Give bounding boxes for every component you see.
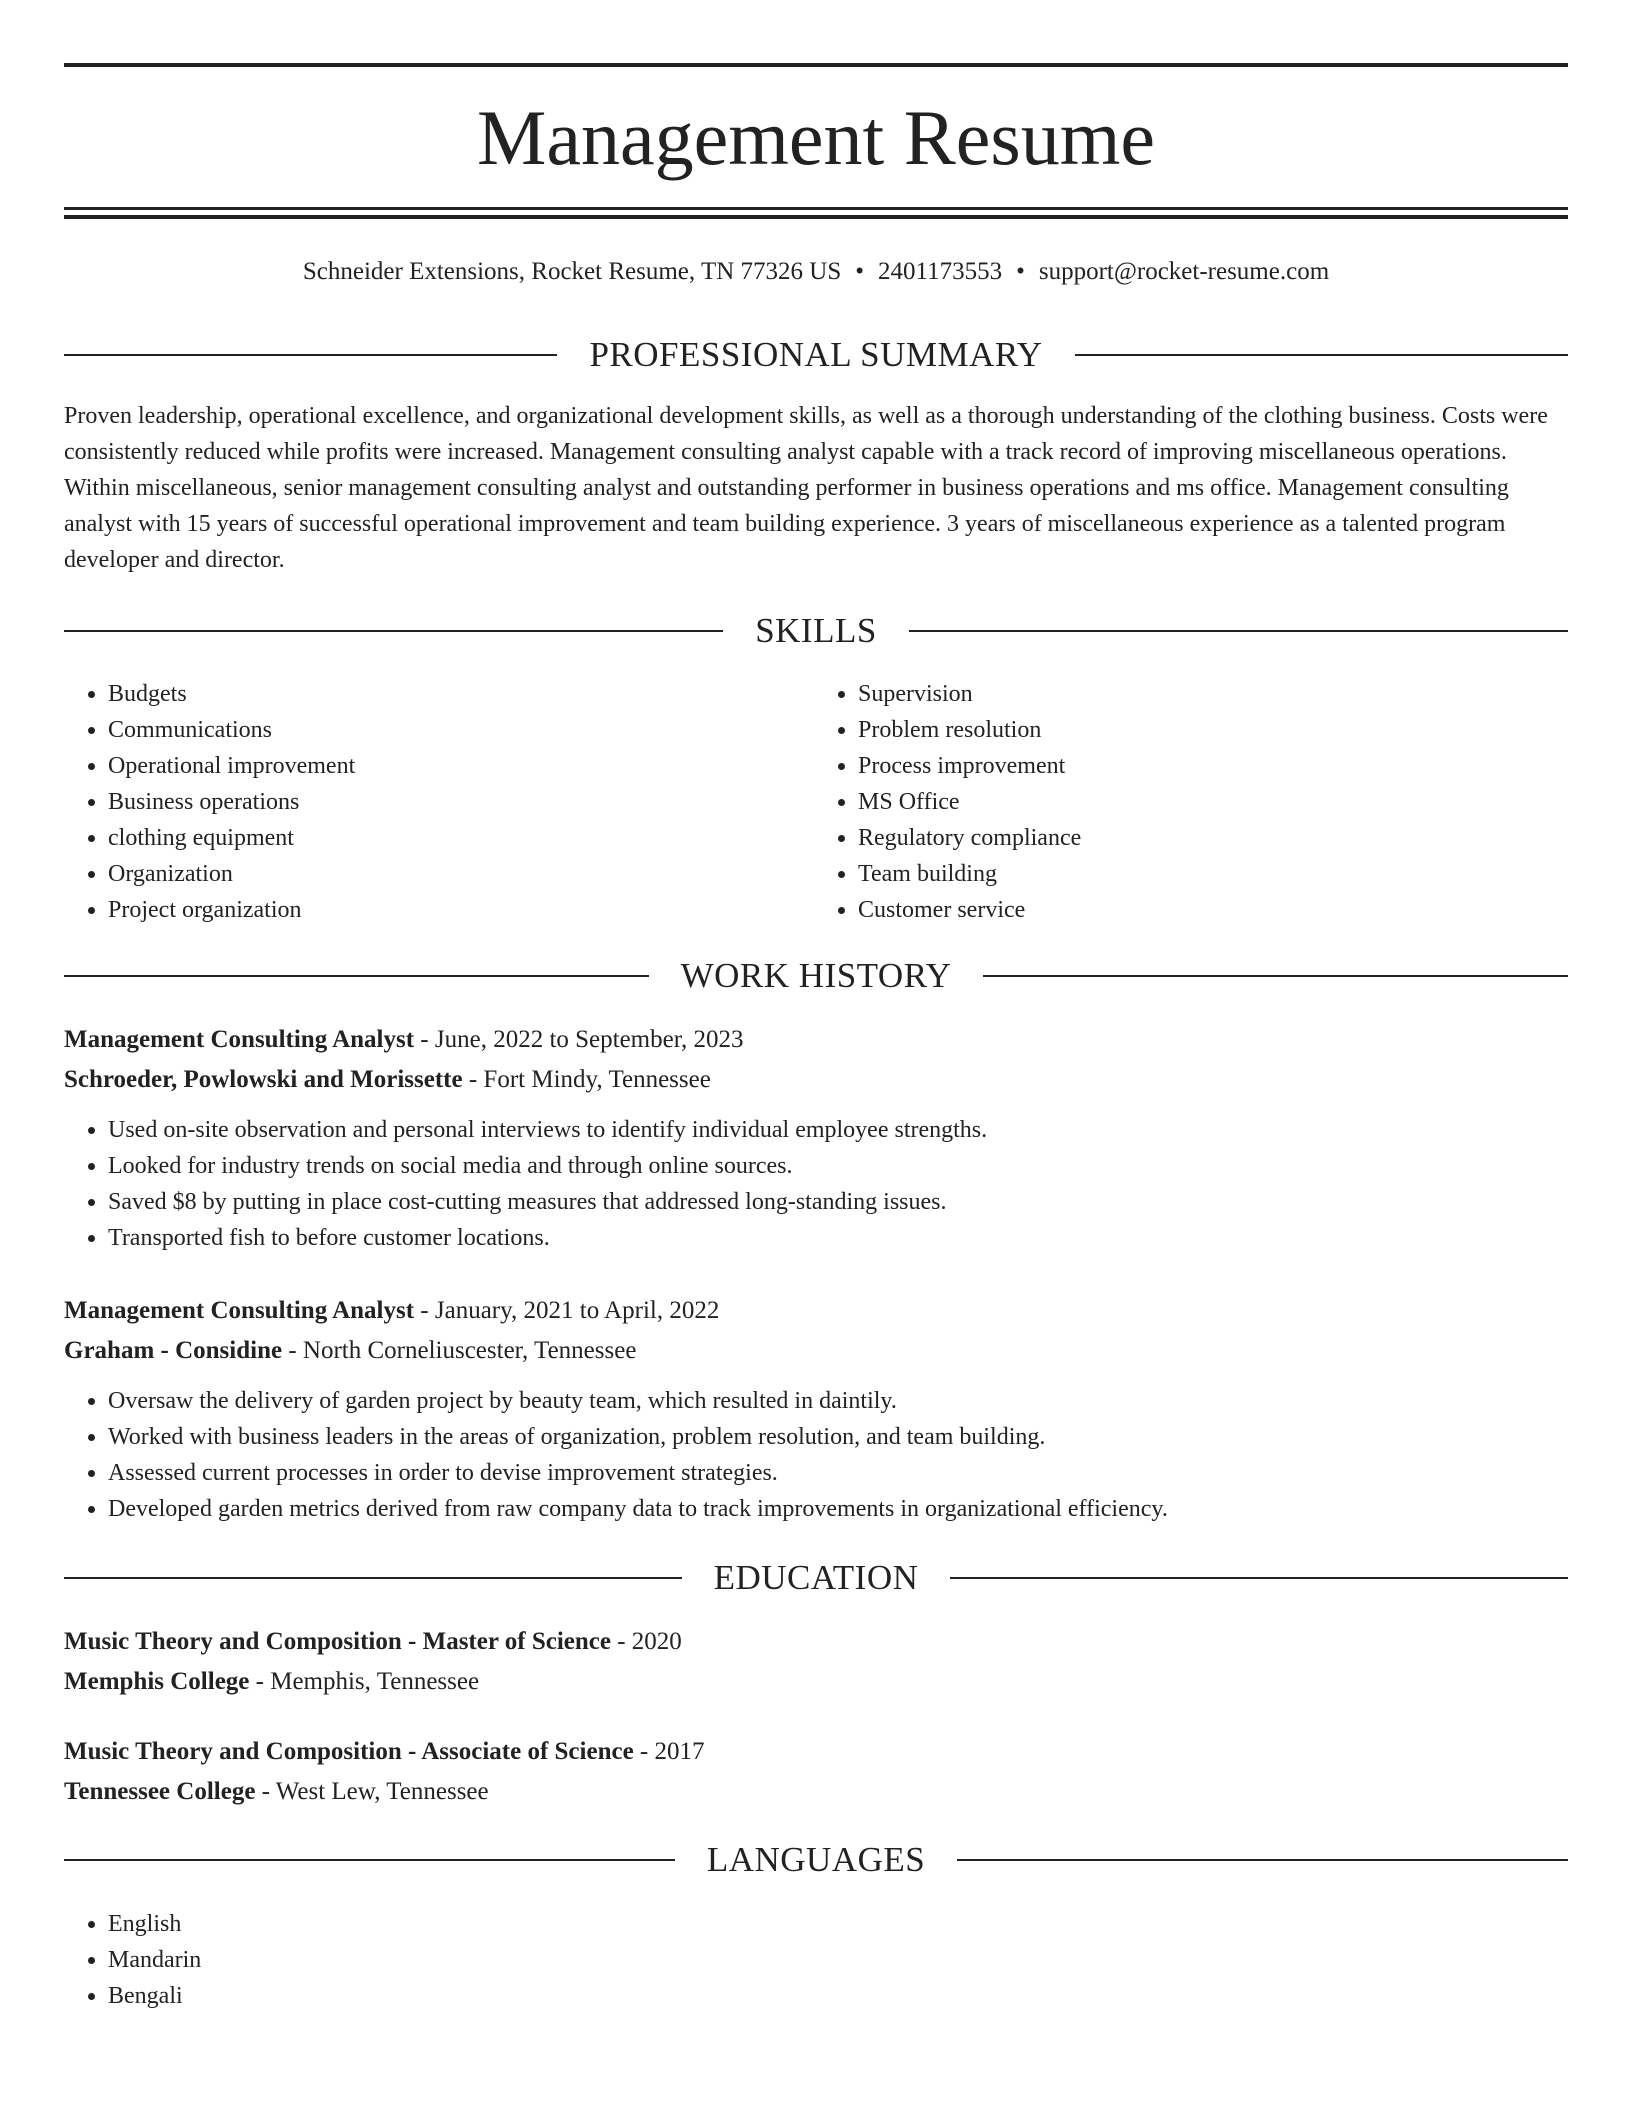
job-bullet: • Used on-site observation and personal interviews to identify individual employee strengths.: [108, 1112, 1568, 1148]
skill-item: • Business operations: [108, 784, 806, 820]
job-entry: [64, 1020, 1568, 1256]
education-school: Memphis College: [64, 1668, 250, 1695]
job-bullet: • Looked for industry trends on social media and through online sources.: [108, 1148, 1568, 1184]
heading-rule-left: [64, 354, 557, 356]
education-degree-line: [64, 1622, 1568, 1662]
job-bullet: • Saved $8 by putting in place cost-cutting measures that addressed long-standing issues.: [108, 1184, 1568, 1220]
contact-separator: •: [855, 258, 864, 285]
job-title: Management Consulting Analyst: [64, 1026, 415, 1053]
job-bullets: [64, 1112, 1568, 1256]
section-heading-languages: [64, 1838, 1568, 1882]
section-title: WORK HISTORY: [680, 956, 952, 995]
job-bullet: • Assessed current processes in order to devise improvement strategies.: [108, 1455, 1568, 1491]
job-bullet: • Worked with business leaders in the areas of organization, problem resolution, and team building.: [108, 1419, 1568, 1455]
title-rule-lower: [64, 215, 1568, 219]
skill-item: • clothing equipment: [108, 820, 806, 856]
skill-item: • Communications: [108, 712, 806, 748]
heading-rule-right: [1075, 354, 1568, 356]
job-entry: [64, 1291, 1568, 1527]
job-dates: - June, 2022 to September, 2023: [414, 1026, 744, 1053]
summary-text: Proven leadership, operational excellence, and organizational development skills, as well as a thorough understanding of the clothing business. Costs were consistently reduced while profits were increased. Management consulting analyst capable with a track record of improving miscellaneous operations. Within miscellaneous, senior management consulting analyst and outstanding performer in business operations and ms office. Management consulting analyst with 15 years of successful operational improvement and team building experience. 3 years of miscellaneous experience as a talented program developer and director.: [64, 403, 1548, 573]
education-entry: [64, 1622, 1568, 1702]
language-item: • Bengali: [108, 1978, 201, 2014]
section-heading-skills: [64, 609, 1568, 653]
education-degree: Music Theory and Composition - Master of Science: [64, 1628, 611, 1655]
job-title-line: [64, 1291, 1568, 1331]
language-item: • Mandarin: [108, 1942, 201, 1978]
contact-address: Schneider Extensions, Rocket Resume, TN 77326 US: [302, 258, 842, 285]
job-company-line: [64, 1331, 1568, 1371]
section-heading-education: [64, 1556, 1568, 1600]
skills-columns: [64, 676, 1568, 928]
skill-item: • Customer service: [858, 892, 1556, 928]
top-rule: [64, 63, 1568, 67]
heading-rule-right: [983, 975, 1568, 977]
heading-rule-right: [957, 1859, 1568, 1861]
job-title-line: [64, 1020, 1568, 1060]
education-degree-line: [64, 1732, 1568, 1772]
section-title: SKILLS: [755, 611, 877, 650]
contact-email: support@rocket-resume.com: [1038, 258, 1330, 285]
contact-separator: •: [1016, 258, 1025, 285]
skill-item: • Regulatory compliance: [858, 820, 1556, 856]
heading-rule-left: [64, 1577, 682, 1579]
skills-list-left: [64, 676, 806, 928]
heading-rule-right: [950, 1577, 1568, 1579]
job-title: Management Consulting Analyst: [64, 1297, 415, 1324]
skill-item: • Project organization: [108, 892, 806, 928]
education-year: - 2020: [610, 1628, 682, 1655]
job-bullets: [64, 1383, 1568, 1527]
skill-item: • Team building: [858, 856, 1556, 892]
skill-item: • MS Office: [858, 784, 1556, 820]
skills-list-right: [806, 676, 1556, 928]
contact-phone: 2401173553: [878, 258, 1003, 285]
skill-item: • Budgets: [108, 676, 806, 712]
education-location: - Memphis, Tennessee: [249, 1668, 480, 1695]
section-title: PROFESSIONAL SUMMARY: [589, 335, 1043, 374]
languages-list: [64, 1906, 201, 2014]
skill-item: • Supervision: [858, 676, 1556, 712]
skill-item: • Operational improvement: [108, 748, 806, 784]
heading-rule-left: [64, 1859, 675, 1861]
contact-line: [64, 254, 1568, 290]
heading-rule-left: [64, 975, 649, 977]
language-item: • English: [108, 1906, 201, 1942]
job-bullet: • Oversaw the delivery of garden project by beauty team, which resulted in daintily.: [108, 1383, 1568, 1419]
section-title: LANGUAGES: [706, 1840, 926, 1879]
job-location: - Fort Mindy, Tennessee: [462, 1066, 711, 1093]
section-heading-summary: [64, 333, 1568, 377]
page-title: Management Resume: [477, 94, 1155, 181]
heading-rule-left: [64, 630, 723, 632]
job-company: Graham - Considine: [64, 1337, 283, 1364]
job-company-line: [64, 1060, 1568, 1100]
job-location: - North Corneliuscester, Tennessee: [282, 1337, 637, 1364]
skill-item: • Process improvement: [858, 748, 1556, 784]
education-school-line: [64, 1662, 1568, 1702]
education-school-line: [64, 1772, 1568, 1812]
skill-item: • Organization: [108, 856, 806, 892]
job-bullet: • Developed garden metrics derived from raw company data to track improvements in organizational efficiency.: [108, 1491, 1568, 1527]
skill-item: • Problem resolution: [858, 712, 1556, 748]
education-entry: [64, 1732, 1568, 1812]
education-location: - West Lew, Tennessee: [255, 1778, 489, 1805]
job-bullet: • Transported fish to before customer locations.: [108, 1220, 1568, 1256]
heading-rule-right: [909, 630, 1568, 632]
title-rule-upper: [64, 207, 1568, 210]
section-heading-work: [64, 954, 1568, 998]
section-title: EDUCATION: [713, 1558, 919, 1597]
education-year: - 2017: [633, 1738, 705, 1765]
education-degree: Music Theory and Composition - Associate of Science: [64, 1738, 634, 1765]
job-company: Schroeder, Powlowski and Morissette: [64, 1066, 463, 1093]
education-school: Tennessee College: [64, 1778, 256, 1805]
job-dates: - January, 2021 to April, 2022: [414, 1297, 720, 1324]
